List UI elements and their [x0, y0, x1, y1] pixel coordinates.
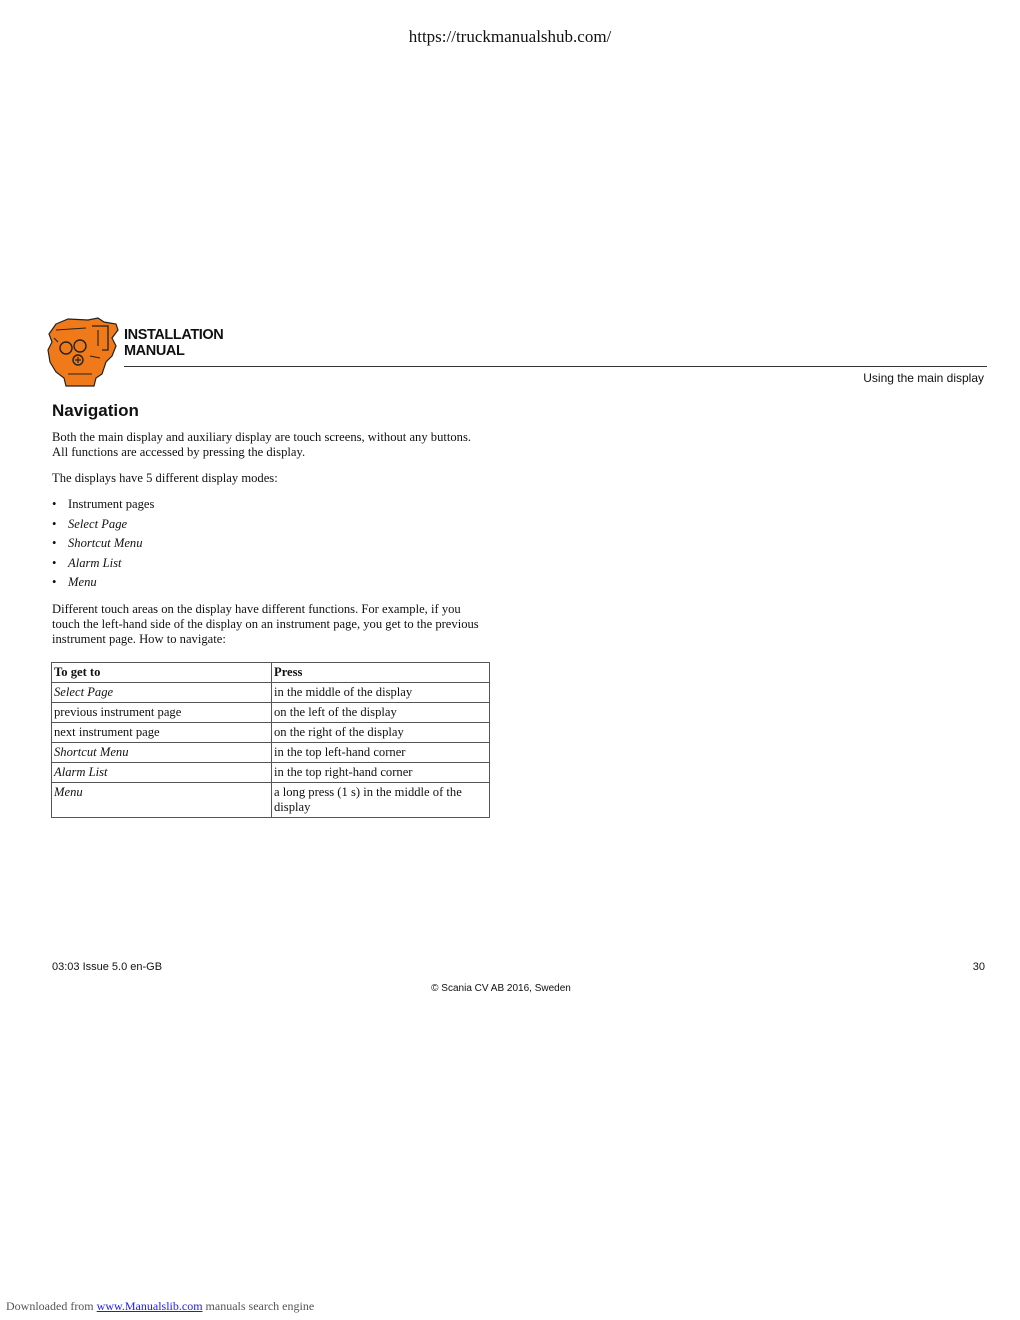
- table-row: [52, 743, 490, 763]
- page-heading: Navigation: [52, 401, 139, 420]
- table-cell-goal: Select Page: [52, 683, 272, 703]
- touch-line-3: instrument page. How to navigate:: [52, 632, 226, 646]
- list-item: • Alarm List: [52, 555, 122, 570]
- download-prefix: Downloaded from: [6, 1299, 97, 1313]
- table-cell-press: on the left of the display: [272, 703, 490, 723]
- copyright: © Scania CV AB 2016, Sweden: [431, 983, 571, 994]
- download-note: [6, 1299, 314, 1314]
- manual-title-line2: MANUAL: [124, 343, 185, 359]
- list-item: • Select Page: [52, 516, 128, 531]
- intro-line-2: All functions are accessed by pressing the display.: [52, 445, 306, 459]
- table-cell-press: on the right of the display: [272, 723, 490, 743]
- table-row: [52, 723, 490, 743]
- list-item-text: Shortcut Menu: [68, 536, 143, 550]
- table-row: [52, 763, 490, 783]
- table-row: [52, 683, 490, 703]
- manualslib-link[interactable]: www.Manualslib.com: [96, 1299, 203, 1313]
- table-cell-press: in the middle of the display: [272, 683, 490, 703]
- table-cell-goal: Alarm List: [52, 763, 272, 783]
- page-number: 30: [972, 961, 985, 973]
- touch-areas-paragraph: [52, 602, 512, 647]
- table-row: [52, 703, 490, 723]
- touch-line-1: Different touch areas on the display have different functions. For example, if you: [52, 602, 461, 616]
- column-header-press: Press: [272, 663, 490, 683]
- table-header-row: [52, 663, 490, 683]
- column-header-goal: To get to: [52, 663, 272, 683]
- list-item-text: Select Page: [68, 516, 128, 531]
- top-url: https://truckmanualshub.com/: [408, 27, 612, 46]
- table-cell-press: in the top right-hand corner: [272, 763, 490, 783]
- table-cell-goal: Shortcut Menu: [52, 743, 272, 763]
- list-item-text: Menu: [68, 575, 97, 589]
- download-suffix: manuals search engine: [202, 1299, 315, 1313]
- list-item: • Menu: [52, 575, 97, 589]
- list-item: • Shortcut Menu: [52, 536, 143, 550]
- section-label: Using the main display: [863, 371, 984, 385]
- intro-line-1: Both the main display and auxiliary display are touch screens, without any buttons.: [52, 430, 472, 444]
- modes-intro-line: The displays have 5 different display modes:: [52, 471, 278, 485]
- table-cell-press: a long press (1 s) in the middle of the display: [272, 783, 490, 818]
- table-row: [52, 783, 490, 818]
- list-item-text: Instrument pages: [68, 497, 155, 511]
- table-cell-press: in the top left-hand corner: [272, 743, 490, 763]
- touch-line-2: touch the left-hand side of the display on an instrument page, you get to the previous: [52, 617, 479, 631]
- table-cell-goal: previous instrument page: [52, 703, 272, 723]
- manual-title-line1: INSTALLATION: [124, 327, 224, 343]
- display-modes-list: [52, 497, 154, 595]
- header-divider: [124, 366, 987, 367]
- table-cell-goal: Menu: [52, 783, 272, 818]
- navigation-table: [51, 662, 490, 818]
- list-item-text: Alarm List: [68, 555, 122, 570]
- document-reference: 03:03 Issue 5.0 en-GB: [52, 961, 163, 973]
- modes-intro: [52, 471, 512, 486]
- engine-logo-icon: [46, 316, 120, 388]
- list-item: • Instrument pages: [52, 497, 155, 511]
- intro-paragraph: [52, 430, 512, 460]
- table-cell-goal: next instrument page: [52, 723, 272, 743]
- manual-title: [124, 327, 223, 359]
